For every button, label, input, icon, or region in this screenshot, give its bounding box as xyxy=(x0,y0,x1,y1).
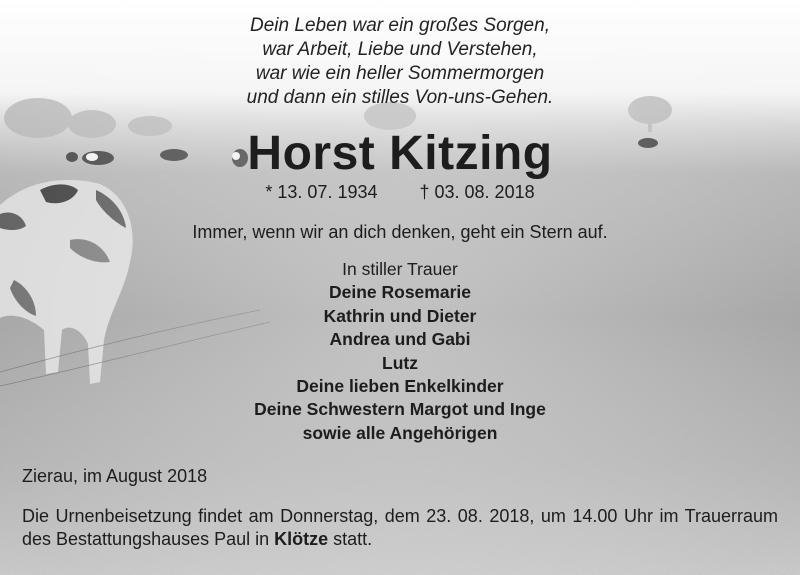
funeral-place: Klötze xyxy=(274,529,329,549)
mourners-intro: In stiller Trauer xyxy=(342,259,458,279)
poem-line: war Arbeit, Liebe und Verstehen, xyxy=(262,39,538,60)
mourner-name: Kathrin und Dieter xyxy=(323,305,477,326)
birth-date: * 13. 07. 1934 xyxy=(265,182,378,202)
poem-line: war wie ein heller Sommermorgen xyxy=(255,63,545,84)
mourner-name: Deine Rosemarie xyxy=(328,282,471,303)
mourners-list xyxy=(0,258,800,445)
mourner-name: sowie alle Angehörigen xyxy=(302,422,498,443)
funeral-notice xyxy=(22,505,778,551)
poem-line: Dein Leben war ein großes Sorgen, xyxy=(250,15,550,36)
mourner-name: Deine lieben Enkelkinder xyxy=(296,376,504,397)
memorial-poem xyxy=(0,14,800,110)
mourner-name: Deine Schwestern Margot und Inge xyxy=(254,399,546,420)
life-dates xyxy=(0,180,800,204)
deceased-name: Horst Kitzing xyxy=(247,127,553,180)
mourner-name: Lutz xyxy=(382,352,418,373)
mourner-name: Andrea und Gabi xyxy=(329,329,471,350)
funeral-text: Die Urnenbeisetzung findet am Donnerstag, dem 23. 08. 2018, um 14.00 Uhr im Trauerraum des Bestattungshauses Paul in xyxy=(22,506,778,549)
poem-line: und dann ein stilles Von-uns-Gehen. xyxy=(246,87,554,108)
funeral-text-end: statt. xyxy=(328,529,373,549)
death-date: † 03. 08. 2018 xyxy=(419,182,535,202)
memorial-quote: Immer, wenn wir an dich denken, geht ein Stern auf. xyxy=(192,222,608,242)
place-date: Zierau, im August 2018 xyxy=(22,466,208,486)
